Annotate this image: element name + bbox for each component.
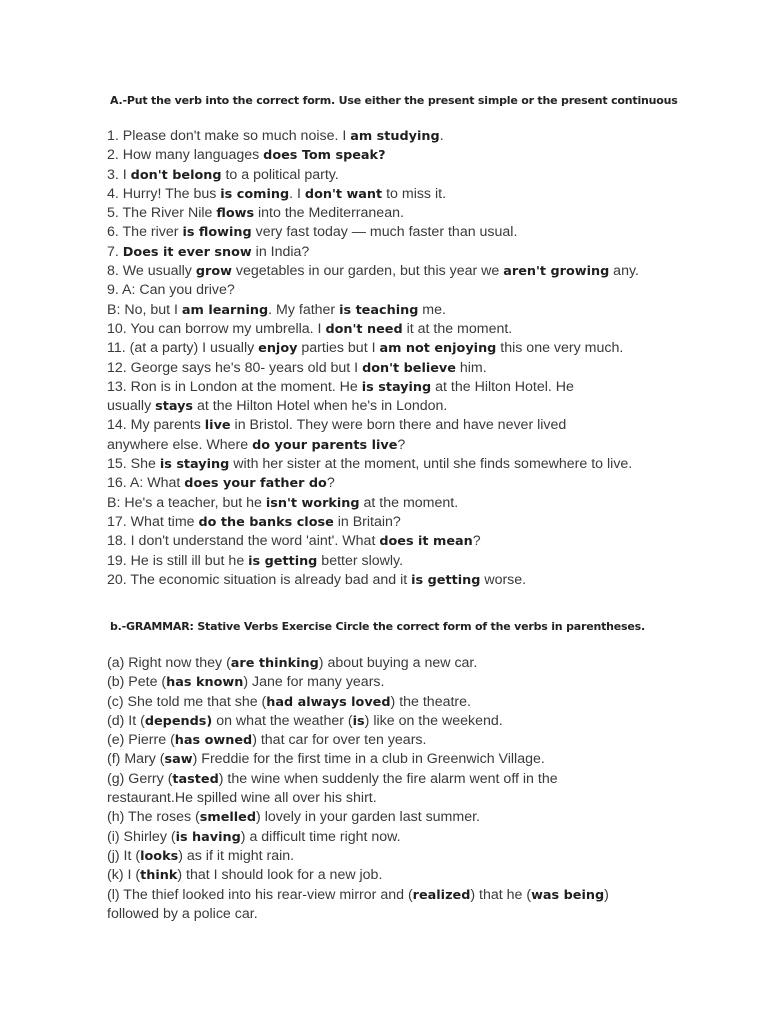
line-text: (b) Pete ( <box>107 674 167 691</box>
exercise-line <box>107 886 707 905</box>
section-a-heading: A.-Put the verb into the correct form. Use either the present simple or the present continuous <box>110 94 678 107</box>
exercise-line <box>107 847 707 866</box>
line-text: at the moment. <box>359 494 459 511</box>
answer-verb: looks <box>140 848 179 864</box>
line-text: 1. Please don't make so much noise. I <box>107 128 351 144</box>
exercise-line <box>107 378 707 397</box>
line-text: ) the wine when suddenly the fire alarm went off in the <box>218 770 558 787</box>
exercise-line <box>107 416 707 435</box>
line-text: parties but I <box>297 340 380 357</box>
exercise-line <box>107 127 707 146</box>
section-b-list <box>107 654 707 924</box>
answer-verb: depends) <box>144 713 213 729</box>
line-text: very fast today — much faster than usual. <box>251 224 518 241</box>
exercise-line <box>107 731 707 750</box>
line-text: 14. My parents <box>107 417 205 434</box>
answer-verb: realized <box>412 887 471 903</box>
line-text: (j) It ( <box>107 847 141 864</box>
line-text: 19. He is still ill but he <box>107 552 249 569</box>
answer-verb: stays <box>155 399 194 415</box>
line-text: (i) Shirley ( <box>107 828 176 845</box>
line-text: . I <box>289 185 305 202</box>
line-text: with her sister at the moment, until she finds somewhere to live. <box>229 456 633 473</box>
line-text: to a political party. <box>221 166 339 183</box>
line-text: 3. I <box>107 166 131 183</box>
answer-verb: smelled <box>199 810 257 826</box>
exercise-line <box>107 513 707 532</box>
line-text: in Britain? <box>333 513 401 530</box>
line-text: (h) The roses ( <box>107 809 200 826</box>
exercise-line <box>107 320 707 339</box>
line-text: (c) She told me that she ( <box>107 693 267 710</box>
line-text: ) Jane for many years. <box>243 674 385 691</box>
line-text: ) Freddie for the first time in a club in Greenwich Village. <box>192 751 545 768</box>
line-text: to miss it. <box>382 185 447 202</box>
line-text: ) lovely in your garden last summer. <box>256 809 480 826</box>
exercise-line <box>107 770 707 789</box>
exercise-line <box>107 397 707 416</box>
answer-verb: saw <box>164 752 193 768</box>
answer-verb: isn't working <box>265 495 360 511</box>
line-text: restaurant.He spilled wine all over his shirt. <box>107 790 377 807</box>
answer-verb: was being <box>531 887 605 903</box>
answer-verb: is staying <box>159 457 230 473</box>
answer-verb: are thinking <box>230 656 319 671</box>
line-text: ) as if it might rain. <box>178 847 295 864</box>
line-text: 4. Hurry! The bus <box>107 185 221 202</box>
answer-verb: am learning <box>181 302 269 318</box>
line-text: 9. A: Can you drive? <box>107 282 235 299</box>
line-text: this one very much. <box>496 340 624 357</box>
answer-verb: aren't growing <box>503 264 610 280</box>
line-text: on what the weather ( <box>212 712 353 729</box>
line-text: ) <box>604 886 609 903</box>
line-text: 20. The economic situation is already bad and it <box>107 571 412 588</box>
line-text: (g) Gerry ( <box>107 770 173 787</box>
line-text: 15. She <box>107 456 160 473</box>
line-text: me. <box>418 301 446 318</box>
exercise-line <box>107 712 707 731</box>
exercise-line <box>107 673 707 692</box>
answer-verb: had always loved <box>266 694 391 710</box>
line-text: 8. We usually <box>107 263 196 280</box>
answer-verb: is getting <box>248 553 318 569</box>
exercise-line <box>107 243 707 262</box>
exercise-line <box>107 866 707 885</box>
exercise-line <box>107 185 707 204</box>
answer-verb: am studying <box>350 129 440 144</box>
exercise-line <box>107 571 707 590</box>
answer-verb: tasted <box>172 771 219 787</box>
line-text: (a) Right now they ( <box>107 655 231 671</box>
line-text: 5. The River Nile <box>107 205 217 222</box>
answer-verb: is teaching <box>339 302 419 318</box>
exercise-line <box>107 455 707 474</box>
line-text: ) that he ( <box>470 886 532 903</box>
exercise-line <box>107 262 707 281</box>
answer-verb: does it mean <box>379 534 473 550</box>
exercise-line <box>107 693 707 712</box>
answer-verb: is <box>352 713 365 729</box>
answer-verb: don't want <box>304 186 383 202</box>
exercise-line <box>107 905 707 924</box>
answer-verb: do the banks close <box>198 514 334 530</box>
answer-verb: don't need <box>325 321 403 337</box>
line-text: anywhere else. Where <box>107 436 253 453</box>
line-text: ? <box>326 475 335 492</box>
section-b-heading: b.-GRAMMAR: Stative Verbs Exercise Circle the correct form of the verbs in parentheses. <box>110 620 645 633</box>
line-text: usually <box>107 398 156 415</box>
line-text: 12. George says he's 80- years old but I <box>107 359 363 376</box>
answer-verb: think <box>140 868 178 884</box>
exercise-line <box>107 532 707 551</box>
exercise-line <box>107 166 707 185</box>
exercise-line <box>107 494 707 513</box>
line-text: ) that I should look for a new job. <box>177 867 383 884</box>
exercise-line <box>107 654 707 673</box>
answer-verb: is having <box>175 829 241 845</box>
answer-verb: Does it ever snow <box>122 244 252 260</box>
exercise-line <box>107 359 707 378</box>
exercise-line <box>107 146 707 165</box>
line-text: ) about buying a new car. <box>318 655 478 671</box>
answer-verb: is getting <box>411 572 481 588</box>
line-text: B: He's a teacher, but he <box>107 494 266 511</box>
line-text: 6. The river <box>107 224 183 241</box>
line-text: (l) The thief looked into his rear-view mirror and ( <box>107 886 413 903</box>
line-text: any. <box>609 263 639 280</box>
answer-verb: does your father do <box>184 476 327 492</box>
exercise-line <box>107 552 707 571</box>
exercise-line <box>107 789 707 808</box>
answer-verb: don't belong <box>130 167 222 183</box>
exercise-line <box>107 281 707 300</box>
exercise-line <box>107 436 707 455</box>
line-text: in India? <box>251 243 310 260</box>
line-text: (d) It ( <box>107 712 145 729</box>
line-text: ) that car for over ten years. <box>252 732 427 749</box>
exercise-line <box>107 750 707 769</box>
line-text: at the Hilton Hotel. He <box>431 378 574 395</box>
line-text: (e) Pierre ( <box>107 732 175 749</box>
answer-verb: enjoy <box>258 341 298 357</box>
line-text: it at the moment. <box>402 320 513 337</box>
line-text: 16. A: What <box>107 475 185 492</box>
line-text: (f) Mary ( <box>107 751 165 768</box>
line-text: followed by a police car. <box>107 905 258 922</box>
answer-verb: flows <box>216 206 255 222</box>
answer-verb: is flowing <box>182 225 252 241</box>
exercise-line <box>107 828 707 847</box>
line-text: worse. <box>480 571 527 588</box>
line-text: into the Mediterranean. <box>254 205 404 222</box>
answer-verb: has owned <box>174 733 253 749</box>
line-text: vegetables in our garden, but this year we <box>231 263 504 280</box>
answer-verb: has known <box>166 675 244 691</box>
line-text: at the Hilton Hotel when he's in London. <box>193 398 448 415</box>
line-text: in Bristol. They were born there and have never lived <box>230 417 567 434</box>
line-text: . <box>439 128 444 144</box>
line-text: 2. How many languages <box>107 147 264 164</box>
line-text: B: No, but I <box>107 301 182 318</box>
line-text: ) the theatre. <box>390 693 471 710</box>
exercise-line <box>107 339 707 358</box>
line-text: him. <box>455 359 487 376</box>
line-text: 13. Ron is in London at the moment. He <box>107 378 362 395</box>
line-text: 10. You can borrow my umbrella. I <box>107 320 326 337</box>
answer-verb: don't believe <box>362 360 456 376</box>
line-text: ) like on the weekend. <box>364 712 503 729</box>
line-text: ? <box>472 533 481 550</box>
answer-verb: do your parents live <box>252 437 398 453</box>
line-text: 11. (at a party) I usually <box>107 340 259 357</box>
exercise-line <box>107 223 707 242</box>
exercise-line <box>107 474 707 493</box>
answer-verb: does Tom speak? <box>263 148 386 164</box>
line-text: 17. What time <box>107 513 199 530</box>
exercise-line <box>107 204 707 223</box>
line-text: . My father <box>268 301 340 318</box>
answer-verb: live <box>204 418 231 434</box>
section-a-list <box>107 127 707 590</box>
line-text: ? <box>397 436 406 453</box>
line-text: better slowly. <box>317 552 404 569</box>
line-text: 7. <box>107 243 123 260</box>
line-text: (k) I ( <box>107 867 141 884</box>
line-text: ) a difficult time right now. <box>240 828 401 845</box>
exercise-line <box>107 301 707 320</box>
answer-verb: am not enjoying <box>379 341 497 357</box>
answer-verb: is coming <box>220 186 290 202</box>
line-text: 18. I don't understand the word 'aint'. What <box>107 533 380 550</box>
answer-verb: grow <box>195 264 232 280</box>
answer-verb: is staying <box>361 379 432 395</box>
exercise-line <box>107 808 707 827</box>
